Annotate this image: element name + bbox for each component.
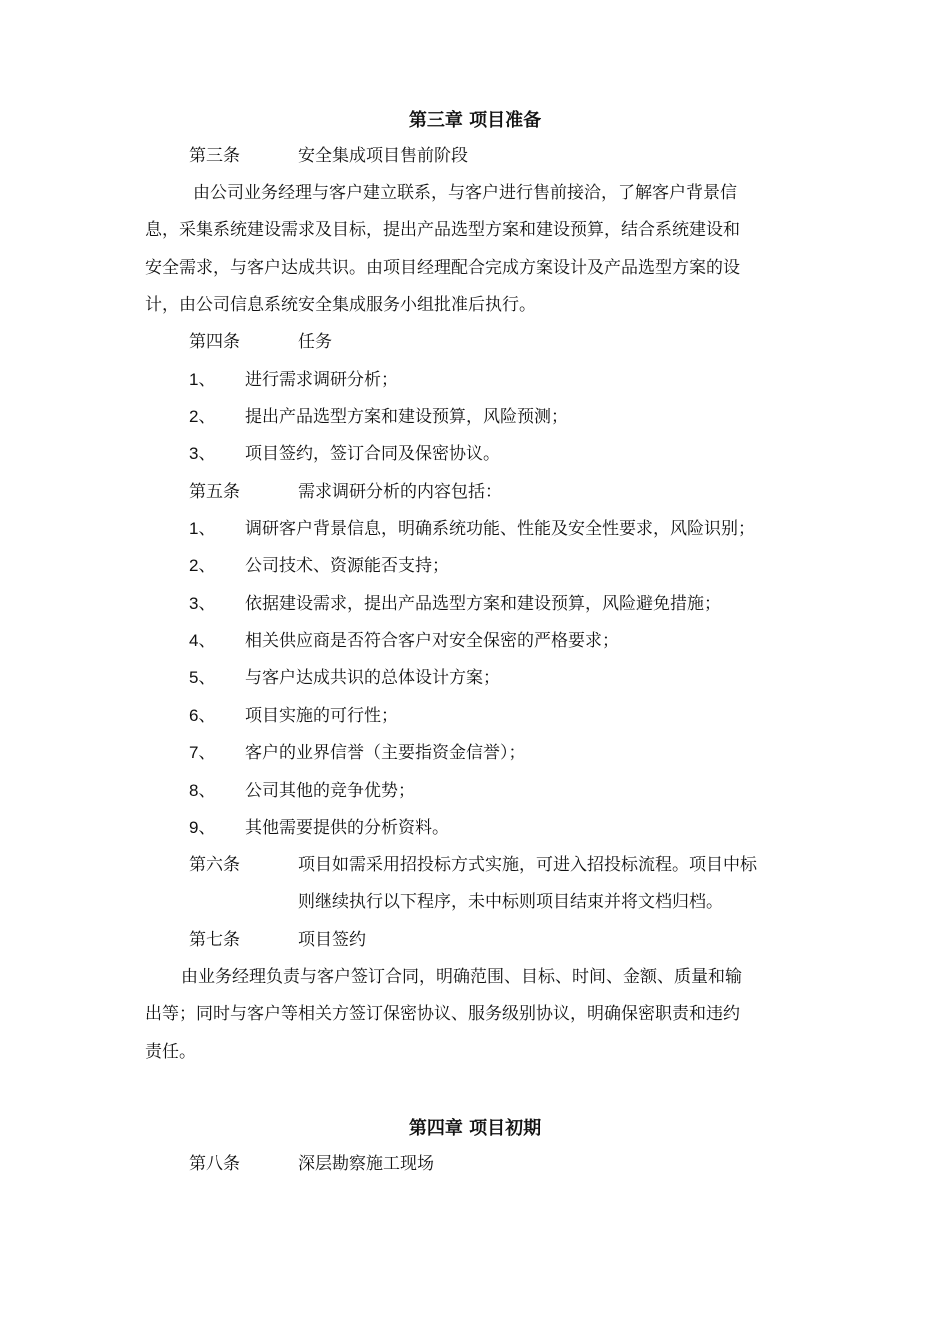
article-8-label: 第八条 bbox=[189, 1154, 240, 1174]
article-3-label: 第三条 bbox=[189, 146, 240, 166]
list-item: 项目签约，签订合同及保密协议。 bbox=[245, 444, 500, 464]
article-3-para-line: 安全需求，与客户达成共识。由项目经理配合完成方案设计及产品选型方案的设 bbox=[145, 258, 740, 278]
list-item-number: 5、 bbox=[189, 668, 216, 687]
list-item: 依据建设需求，提出产品选型方案和建设预算，风险避免措施； bbox=[245, 594, 721, 614]
article-3-title: 安全集成项目售前阶段 bbox=[298, 146, 468, 166]
article-4-label: 第四条 bbox=[189, 332, 240, 352]
article-6-label: 第六条 bbox=[189, 855, 240, 875]
list-item-number: 2、 bbox=[189, 407, 216, 426]
list-item-number: 9、 bbox=[189, 818, 216, 837]
article-4-title: 任务 bbox=[298, 332, 332, 352]
list-item: 调研客户背景信息，明确系统功能、性能及安全性要求，风险识别； bbox=[245, 519, 755, 539]
article-5-label: 第五条 bbox=[189, 482, 240, 502]
list-item-number: 6、 bbox=[189, 706, 216, 725]
list-item-number: 3、 bbox=[189, 594, 216, 613]
chapter-4-title: 第四章 项目初期 bbox=[408, 1118, 542, 1139]
list-item-number: 8、 bbox=[189, 781, 216, 800]
list-item-number: 1、 bbox=[189, 519, 216, 538]
list-item: 相关供应商是否符合客户对安全保密的严格要求； bbox=[245, 631, 619, 651]
article-6-text-line: 项目如需采用招投标方式实施，可进入招投标流程。项目中标 bbox=[298, 855, 757, 875]
list-item-number: 7、 bbox=[189, 743, 216, 762]
list-item: 其他需要提供的分析资料。 bbox=[245, 818, 449, 838]
list-item: 提出产品选型方案和建设预算，风险预测； bbox=[245, 407, 568, 427]
article-7-para-line: 由业务经理负责与客户签订合同，明确范围、目标、时间、金额、质量和输 bbox=[181, 967, 742, 987]
list-item-number: 4、 bbox=[189, 631, 216, 650]
list-item: 进行需求调研分析； bbox=[245, 370, 398, 390]
article-7-title: 项目签约 bbox=[298, 930, 366, 950]
list-item: 与客户达成共识的总体设计方案； bbox=[245, 668, 500, 688]
article-5-title: 需求调研分析的内容包括： bbox=[298, 482, 502, 502]
article-3-para-line: 计，由公司信息系统安全集成服务小组批准后执行。 bbox=[145, 295, 536, 315]
article-8-title: 深层勘察施工现场 bbox=[298, 1154, 434, 1174]
list-item: 公司其他的竞争优势； bbox=[245, 781, 415, 801]
article-7-para-line: 出等；同时与客户等相关方签订保密协议、服务级别协议，明确保密职责和违约 bbox=[145, 1004, 740, 1024]
article-7-label: 第七条 bbox=[189, 930, 240, 950]
article-7-para-line: 责任。 bbox=[145, 1042, 196, 1062]
article-3-para-line: 由公司业务经理与客户建立联系，与客户进行售前接洽，了解客户背景信 bbox=[193, 183, 737, 203]
chapter-3-title: 第三章 项目准备 bbox=[408, 110, 542, 131]
article-6-text-line: 则继续执行以下程序，未中标则项目结束并将文档归档。 bbox=[298, 892, 723, 912]
list-item-number: 2、 bbox=[189, 556, 216, 575]
list-item: 公司技术、资源能否支持； bbox=[245, 556, 449, 576]
list-item: 项目实施的可行性； bbox=[245, 706, 398, 726]
article-3-para-line: 息，采集系统建设需求及目标，提出产品选型方案和建设预算，结合系统建设和 bbox=[145, 220, 740, 240]
list-item-number: 3、 bbox=[189, 444, 216, 463]
list-item-number: 1、 bbox=[189, 370, 216, 389]
list-item: 客户的业界信誉（主要指资金信誉）； bbox=[245, 743, 526, 763]
